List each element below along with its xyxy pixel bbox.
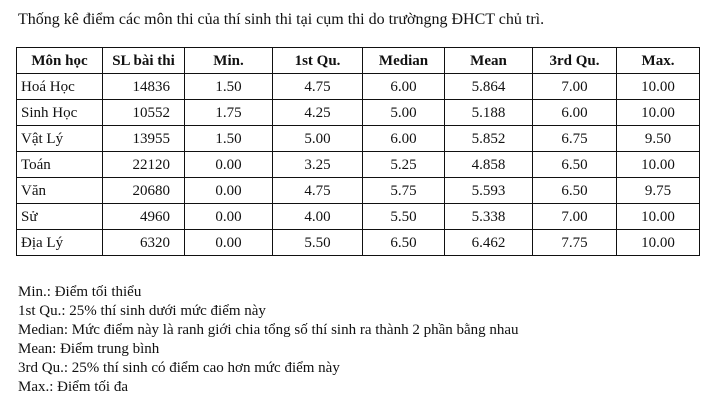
cell-3rd-qu: 7.75 [533,230,617,256]
cell-mean: 5.852 [445,126,533,152]
cell-median: 5.50 [363,204,445,230]
cell-max: 10.00 [617,152,700,178]
table-row [17,178,700,204]
legend-item [18,302,519,321]
cell-3rd-qu: 7.00 [533,204,617,230]
cell-subject: Sinh Học [17,100,103,126]
cell-subject: Địa Lý [17,230,103,256]
legend-term: Min.: [18,284,51,300]
table-row [17,126,700,152]
cell-median: 5.25 [363,152,445,178]
cell-3rd-qu: 6.75 [533,126,617,152]
cell-min: 1.50 [185,126,273,152]
header-max: Max. [617,48,700,74]
legend-item [18,283,519,302]
header-mean: Mean [445,48,533,74]
cell-median: 6.00 [363,126,445,152]
legend-term: 3rd Qu.: [18,360,68,376]
legend-description: Mức điểm này là ranh giới chia tổng số thí sinh ra thành 2 phần bằng nhau [71,322,519,338]
cell-mean: 5.864 [445,74,533,100]
legend-item [18,321,519,340]
cell-3rd-qu: 6.50 [533,178,617,204]
score-statistics-table [16,47,700,256]
cell-subject: Toán [17,152,103,178]
legend-term: 1st Qu.: [18,303,66,319]
header-min: Min. [185,48,273,74]
header-median: Median [363,48,445,74]
legend-item [18,359,519,378]
legend-item [18,378,519,397]
table-row [17,204,700,230]
legend-description: 25% thí sinh có điểm cao hơn mức điểm này [71,360,340,376]
cell-mean: 5.188 [445,100,533,126]
header-subject: Môn học [17,48,103,74]
cell-min: 0.00 [185,230,273,256]
table-row [17,100,700,126]
cell-1st-qu: 5.00 [273,126,363,152]
cell-min: 0.00 [185,178,273,204]
cell-1st-qu: 4.00 [273,204,363,230]
cell-mean: 4.858 [445,152,533,178]
cell-1st-qu: 5.50 [273,230,363,256]
cell-1st-qu: 4.75 [273,178,363,204]
cell-max: 10.00 [617,204,700,230]
header-3rd-qu: 3rd Qu. [533,48,617,74]
cell-count: 14836 [103,74,185,100]
cell-min: 0.00 [185,152,273,178]
cell-1st-qu: 4.25 [273,100,363,126]
cell-median: 5.00 [363,100,445,126]
cell-max: 10.00 [617,230,700,256]
cell-subject: Văn [17,178,103,204]
header-count: SL bài thi [103,48,185,74]
legend-term: Mean: [18,341,57,357]
table-header-row [17,48,700,74]
cell-count: 10552 [103,100,185,126]
table-caption: Thống kê điểm các môn thi của thí sinh thi tại cụm thi do trườngng ĐHCT chủ trì. [18,11,545,28]
legend-description: Điểm tối đa [57,379,128,395]
cell-min: 1.50 [185,74,273,100]
cell-3rd-qu: 7.00 [533,74,617,100]
cell-max: 10.00 [617,100,700,126]
table-row [17,230,700,256]
legend-term: Max.: [18,379,54,395]
cell-3rd-qu: 6.00 [533,100,617,126]
cell-median: 6.50 [363,230,445,256]
legend-description: Điểm trung bình [60,341,160,357]
cell-max: 9.75 [617,178,700,204]
cell-max: 9.50 [617,126,700,152]
cell-count: 22120 [103,152,185,178]
cell-median: 5.75 [363,178,445,204]
cell-1st-qu: 3.25 [273,152,363,178]
legend-description: 25% thí sinh dưới mức điểm này [69,303,266,319]
cell-count: 20680 [103,178,185,204]
cell-count: 4960 [103,204,185,230]
cell-count: 6320 [103,230,185,256]
cell-min: 1.75 [185,100,273,126]
table-row [17,74,700,100]
cell-3rd-qu: 6.50 [533,152,617,178]
legend [18,283,519,397]
cell-mean: 5.338 [445,204,533,230]
cell-mean: 6.462 [445,230,533,256]
table-row [17,152,700,178]
cell-median: 6.00 [363,74,445,100]
legend-term: Median: [18,322,68,338]
header-1st-qu: 1st Qu. [273,48,363,74]
cell-count: 13955 [103,126,185,152]
cell-mean: 5.593 [445,178,533,204]
cell-subject: Sử [17,204,103,230]
cell-max: 10.00 [617,74,700,100]
legend-description: Điểm tối thiểu [54,284,142,300]
legend-item [18,340,519,359]
cell-subject: Vật Lý [17,126,103,152]
cell-subject: Hoá Học [17,74,103,100]
cell-1st-qu: 4.75 [273,74,363,100]
cell-min: 0.00 [185,204,273,230]
